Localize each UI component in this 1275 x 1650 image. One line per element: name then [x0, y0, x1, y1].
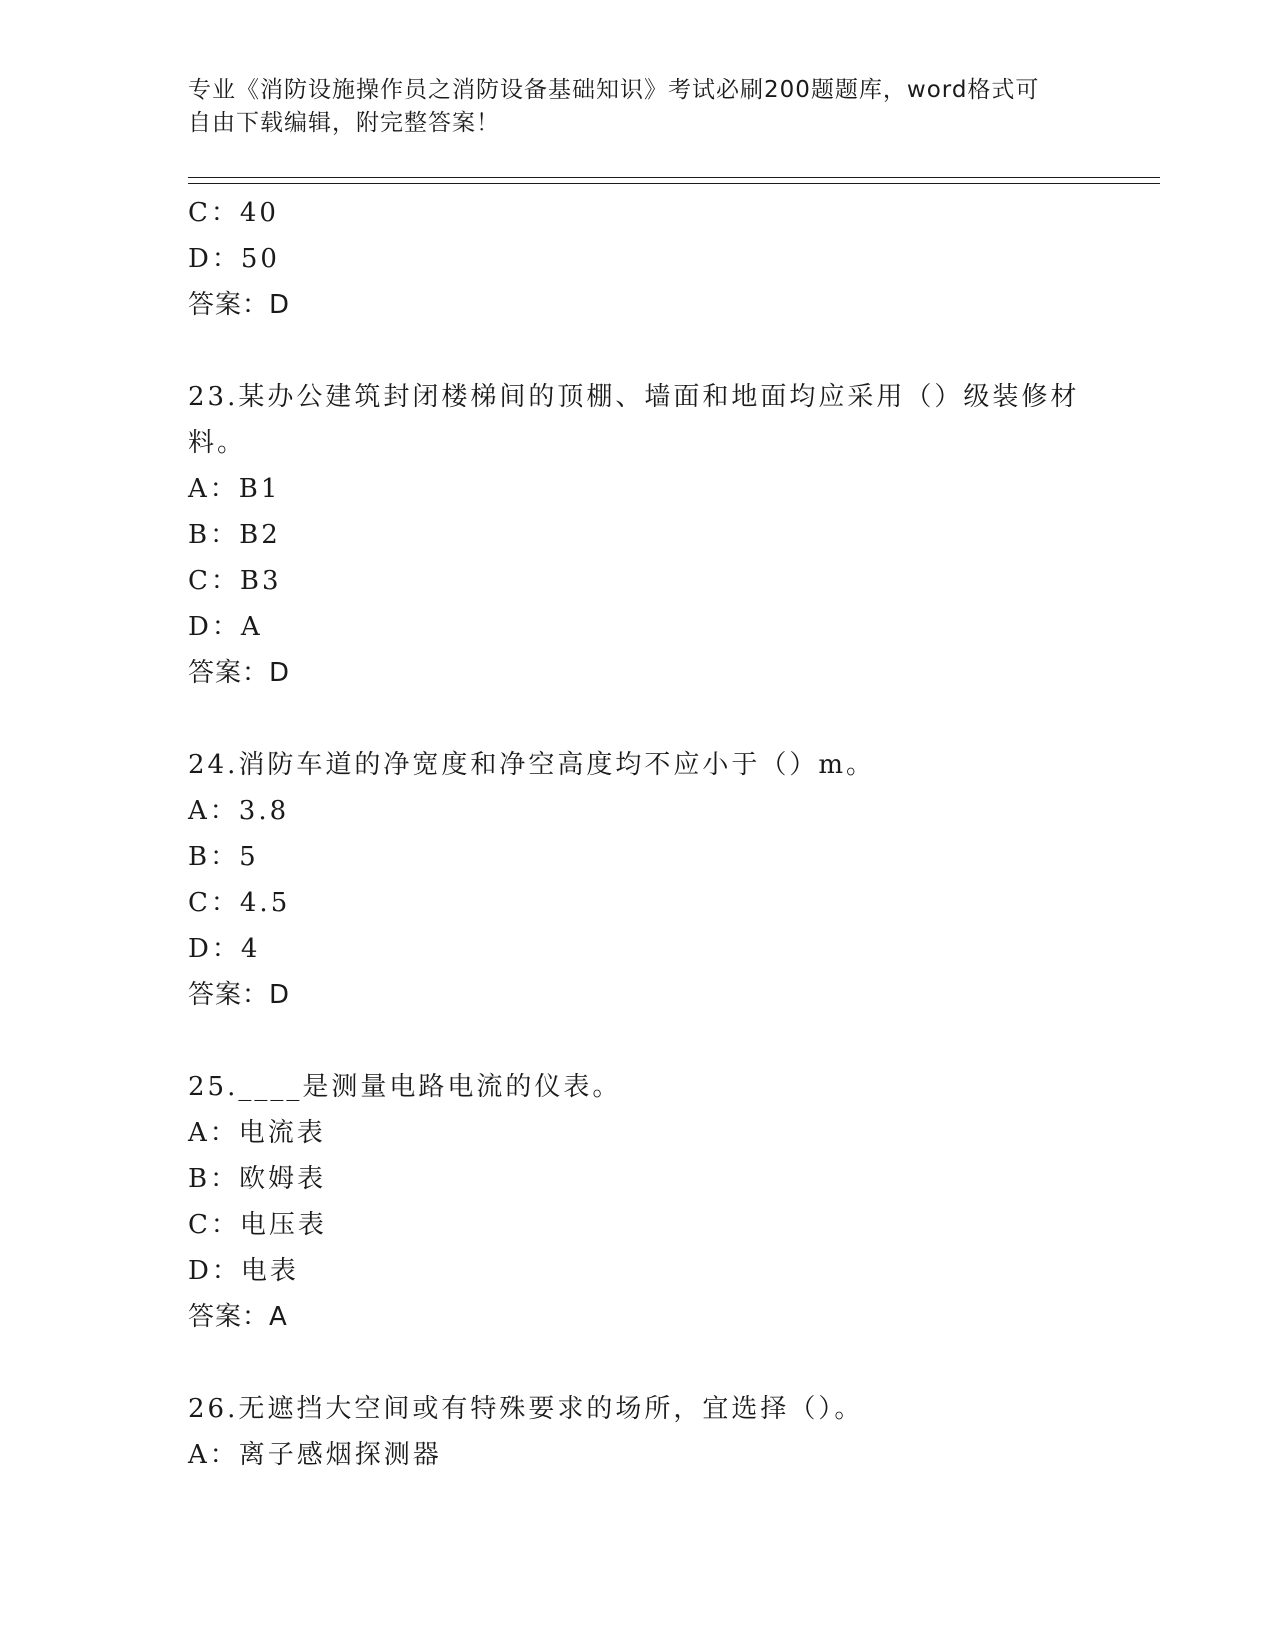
option-d: D：电表 — [188, 1256, 299, 1286]
question-text: 24.消防车道的净宽度和净空高度均不应小于（）m。 — [188, 750, 876, 780]
question-text-line-1: 23.某办公建筑封闭楼梯间的顶棚、墙面和地面均应采用（）级装修材 — [188, 382, 1080, 412]
header-divider-bottom — [188, 183, 1160, 184]
answer: 答案：D — [188, 980, 291, 1010]
option-b: B：5 — [188, 842, 259, 872]
answer: 答案：D — [188, 290, 291, 320]
option-b: B：B2 — [188, 520, 281, 550]
question-text-line-2: 料。 — [188, 428, 247, 458]
option-a: A：3.8 — [188, 796, 290, 826]
answer: 答案：A — [188, 1302, 288, 1332]
option-c: C：电压表 — [188, 1210, 327, 1240]
document-header — [188, 74, 1088, 140]
question-list — [188, 190, 1088, 1478]
question-26 — [188, 1386, 1088, 1478]
question-text: 26.无遮挡大空间或有特殊要求的场所，宜选择（）。 — [188, 1394, 864, 1424]
question-23 — [188, 374, 1088, 696]
option-d: D：4 — [188, 934, 261, 964]
option-a: A：B1 — [188, 474, 281, 504]
question-24 — [188, 742, 1088, 1018]
header-divider-top — [188, 177, 1160, 178]
option-a: A：离子感烟探测器 — [188, 1440, 442, 1470]
option-a: A：电流表 — [188, 1118, 326, 1148]
question-22-continued — [188, 190, 1088, 328]
option-d: D：50 — [188, 244, 280, 274]
option-d: D：A — [188, 612, 263, 642]
header-line-1: 专业《消防设施操作员之消防设备基础知识》考试必刷200题题库，word格式可 — [188, 77, 1040, 103]
question-text: 25.____是测量电路电流的仪表。 — [188, 1072, 622, 1102]
header-line-2: 自由下载编辑，附完整答案！ — [188, 110, 500, 136]
question-25 — [188, 1064, 1088, 1340]
answer: 答案：D — [188, 658, 291, 688]
option-b: B：欧姆表 — [188, 1164, 327, 1194]
option-c: C：B3 — [188, 566, 282, 596]
option-c: C：40 — [188, 198, 279, 228]
option-c: C：4.5 — [188, 888, 291, 918]
